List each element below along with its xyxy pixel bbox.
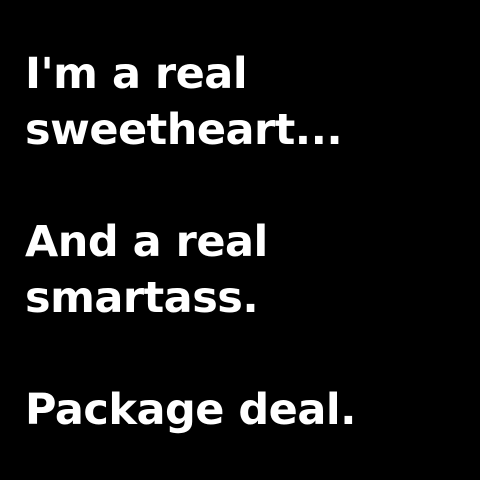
quote-line: And a real bbox=[25, 217, 268, 267]
stanza-1 bbox=[25, 46, 460, 158]
quote-line: smartass. bbox=[25, 273, 259, 323]
quote-line: Package deal. bbox=[25, 385, 356, 435]
quote-text bbox=[25, 46, 460, 438]
stanza-2 bbox=[25, 214, 460, 326]
quote-line: sweetheart... bbox=[25, 105, 343, 155]
stanza-3 bbox=[25, 382, 460, 438]
quote-line: I'm a real bbox=[25, 49, 248, 99]
